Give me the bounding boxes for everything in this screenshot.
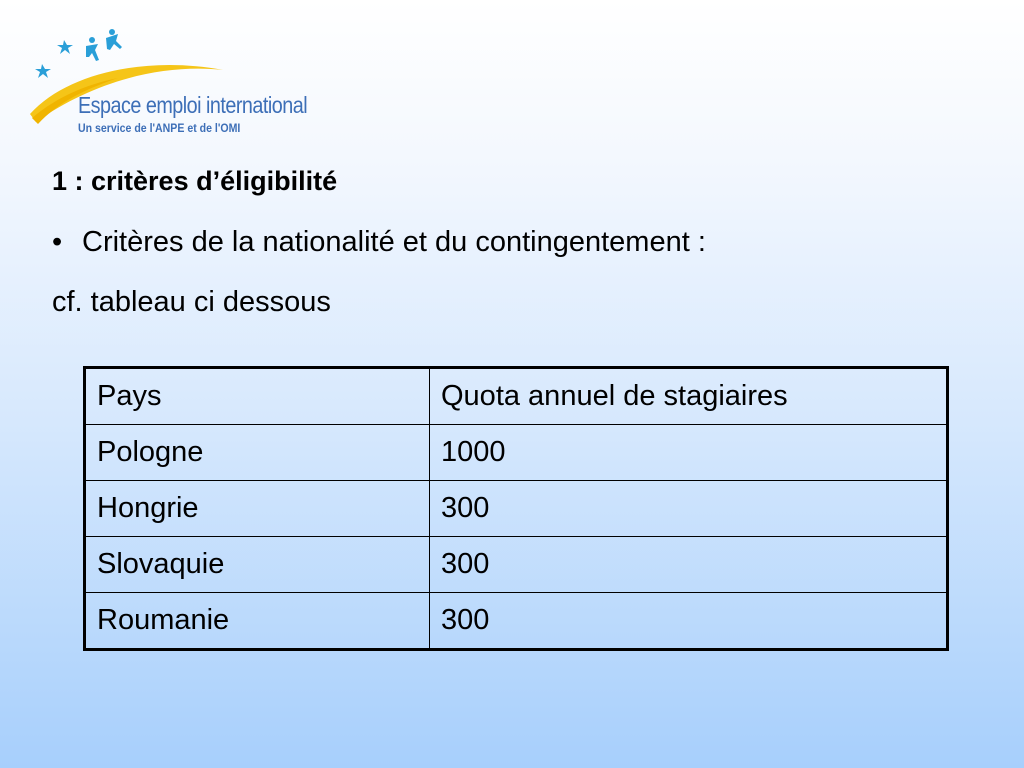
table-row [85, 537, 948, 593]
header-quota: Quota annuel de stagiaires [430, 368, 948, 425]
table-reference-note: cf. tableau ci dessous [52, 286, 331, 318]
cell-country: Roumanie [85, 593, 430, 650]
cell-quota: 300 [430, 537, 948, 593]
quota-table [83, 366, 949, 651]
logo-subtitle: Un service de l'ANPE et de l'OMI [78, 121, 241, 135]
table-row [85, 425, 948, 481]
cell-quota: 1000 [430, 425, 948, 481]
table-header-row [85, 368, 948, 425]
bullet-text: Critères de la nationalité et du contingentement : [82, 226, 706, 258]
table-row [85, 481, 948, 537]
cell-quota: 300 [430, 593, 948, 650]
cell-country: Hongrie [85, 481, 430, 537]
cell-quota: 300 [430, 481, 948, 537]
bullet-marker: • [52, 226, 63, 258]
cell-country: Slovaquie [85, 537, 430, 593]
logo [28, 26, 328, 138]
table-row [85, 593, 948, 650]
slide-heading: 1 : critères d’éligibilité [52, 166, 338, 196]
logo-title: Espace emploi international [78, 92, 308, 118]
bullet-item [52, 226, 706, 259]
cell-country: Pologne [85, 425, 430, 481]
header-country: Pays [85, 368, 430, 425]
